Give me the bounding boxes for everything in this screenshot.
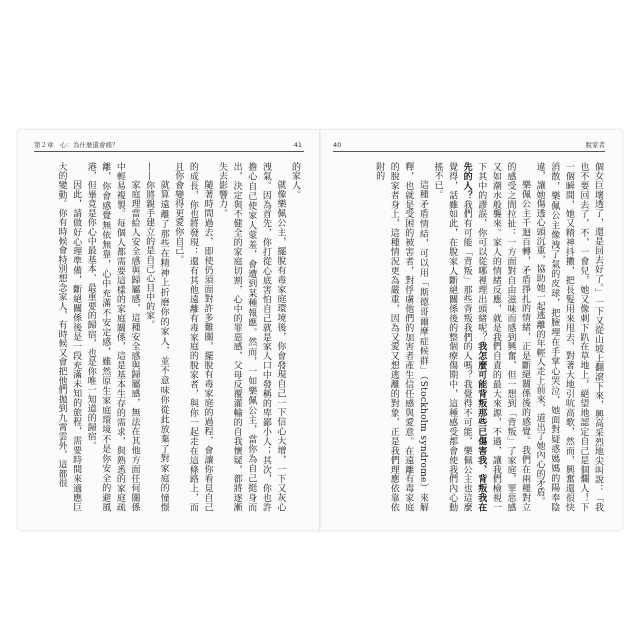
emphasis-text: 我怎麼可能背叛那些已傷害我、背叛我在先的人？ [461, 162, 487, 512]
text-run: 個女巨壞透了，還是回去好了。」一下又從山坡上翻滾下來，興高采烈地尖叫說：「我也不要回去了，不，一會兒，她又像刺下趴在草地上，絕望地認定自己是個爛人！下一個瞬間，她又精神抖擻，把長髮用來甩去，對著大地引吭高歌，然而，興奮還很快消散，樂佩公主像洩了氣的皮球，把臉埋在手掌心哭泣，她面對疑惑媽媽的陽奉陰違，讓她傷透心頭沉重，協助她一起逃離的年輕人走上前來，道出了她內心的矛盾。 [534, 162, 603, 512]
paragraph [430, 162, 532, 512]
text-run: 這種矛盾情結，可以用「斯德哥爾摩症候群」（Stockholm syndrome）來解釋，也就是受困的被害者，對俘虜他們的加害者產生信任感與愛意。在遠離有毒家庭的脫家者身上，這種情況更為嚴重，因為又愛又想逃離的對象，正是我們理應依靠依附的 [374, 162, 428, 512]
text-run: 的家人。 [290, 162, 300, 200]
book-spread [18, 130, 622, 530]
text-run: 隨著時間過去，即使仍須面對許多難關，擺脫有毒家庭的過程，會讓你看見自己的成長，你也將發現：還有其他遠離有毒家庭的脫家者，與你一起走在這條路上，而且你會變得更愛你自己。 [173, 162, 213, 512]
left-page [18, 130, 318, 530]
page-number-left: 41 [293, 141, 302, 149]
text-run: 就像樂佩公主，擺脫有毒家庭環境後，你會發現自己一下信心大增，一下又灰心洩氣。因為首先，你打從心底害怕自己就是家人口中發稱的卑鄙小人；其次，你也許擔心自己使家人蒙羞，會遭到某種報應。然而，一如樂佩公主，當你為自己挺身而出，決定與不健全的家庭切割，心中的罪惡感，父母反覆灌輸的自我懷疑，都將逐漸失去影響力。 [217, 162, 286, 512]
paragraph [372, 162, 430, 512]
text-run: 樂佩公主千迴百轉，矛盾掙扎的情緒，正是斷絕關係後的感覺。我們在兩種對立的感受之間拉扯：一方面對自由滋味而感到興奮，但一想到「背叛」了家庭，罪惡感又如潮水般襲來。家人的情緒反應，就是我們自責的最大來源，不過，讓我們檢視一下其中的謬誤，你可以從哪裡理出頭緒呢？ [476, 162, 531, 512]
header-rule [333, 151, 605, 152]
page-number-right: 40 [333, 141, 342, 149]
paragraph [214, 162, 287, 512]
text-run: 就算遠離了那些在精神上折磨你的家人，並不意味你從此放棄了對家庭的憧憬——你將親手建立的是自己心目中的家。 [144, 162, 169, 512]
chapter-title: 第２章 心：為什麼還會痛？ [34, 141, 119, 149]
right-page-body-text [335, 162, 605, 512]
right-page [321, 130, 621, 530]
paragraph [171, 162, 215, 512]
left-page-body-text [36, 162, 302, 512]
header-rule [34, 151, 304, 152]
paragraph [54, 162, 83, 512]
book-title: 脫家者 [585, 141, 605, 149]
left-page-header [34, 140, 304, 150]
paragraph [141, 162, 170, 512]
paragraph [83, 162, 141, 512]
text-run: 我們有可能「背叛」那些背叛我們的人嗎？我覺得不可能，樂佩公主也這麼覺得，話雖如此，在脫家人斷絕關係後的整個療傷期中，這種感受都會使我們內心動搖不已。 [432, 162, 472, 512]
text-run: 因此，請做好心理準備，斷絕關係後是一段充滿未知的旅程，需要時間來適應巨大的變動。你有時候會特別想念家人，有時候又會把他們拋到九霄雲外，這都很 [56, 162, 82, 512]
right-page-header [333, 140, 605, 150]
paragraph [287, 162, 302, 512]
text-run: 家庭理當給人安全感與歸屬感，這種安全感與歸屬感，無法在其他方面任何關係中輕易複製。每個人都需要這樣的家庭關係，這是基本生存的需求，與熟悉的家庭疏離，你會感覺無依無靠，心中充滿不安定感，雖然原生家庭環境不是你安全的避風港，但畢竟是你心中最基本、最重要的歸宿，也是你唯一知道的歸宿。 [85, 162, 140, 512]
paragraph [532, 162, 605, 512]
